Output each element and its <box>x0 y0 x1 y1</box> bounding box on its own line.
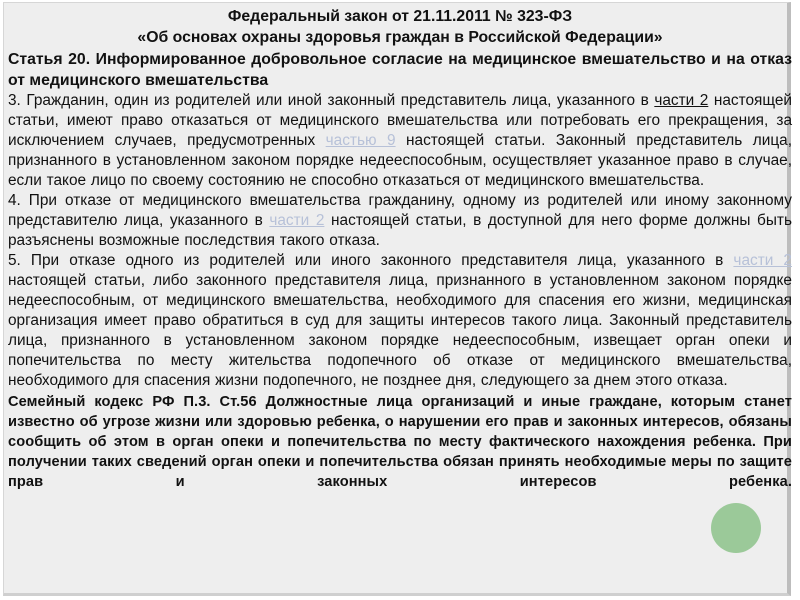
link-part-2[interactable]: части 2 <box>733 252 792 269</box>
paragraph-5-text-a: 5. При отказе одного из родителей или иного законного представителя лица, указанного в <box>8 252 734 269</box>
law-subtitle: «Об основах охраны здоровья граждан в Российской Федерации» <box>137 29 663 46</box>
law-title: Федеральный закон от 21.11.2011 № 323-ФЗ <box>227 8 573 25</box>
family-code-paragraph: Семейный кодекс РФ П.3. Ст.56 Должностные лица организаций и иные граждане, которым станет известно об угрозе жизни или здоровью ребенка, о нарушении его прав и законных интересов, обязаны сообщить об этом в орган опеки и попечительства по месту фактического нахождения ребенка. При получении таких сведений орган опеки и попечительства обязан принять необходимые меры по защите прав и законных интересов ребенка. <box>8 394 792 490</box>
link-part-9[interactable]: частью 9 <box>325 132 396 149</box>
paragraph-3-text-c: настоящей статьи. Законный представитель лица, признанного в установленном законом порядке недееспособным, осуществляет указанное право в случае, если такое лицо по своему состоянию не способно отказаться от медицинского вмешательства. <box>8 132 792 189</box>
paragraph-5 <box>8 251 792 391</box>
paragraph-3-text-a: 3. Гражданин, один из родителей или иной законный представитель лица, указанного в <box>8 92 655 109</box>
paragraph-3 <box>8 91 792 191</box>
link-part-2[interactable]: части 2 <box>654 92 709 109</box>
paragraph-4-text-a: 4. При отказе от медицинского вмешательства гражданину, одному из родителей или иному законному представителю лица, указанного в <box>8 192 792 229</box>
paragraph-4-text-b: настоящей статьи, в доступной для него форме должны быть разъяснены возможные последствия такого отказа. <box>8 212 792 249</box>
link-part-2[interactable]: части 2 <box>269 212 325 229</box>
article-heading: Статья 20. Информированное добровольное согласие на медицинское вмешательство и на отказ от медицинского вмешательства <box>8 51 792 89</box>
paragraph-5-text-b: настоящей статьи, либо законного представителя лица, признанного в установленном законом порядке недееспособным, от медицинского вмешательства, необходимого для спасения его жизни, медицинская организация имеет право обратиться в суд для защиты интересов такого лица. Законный представитель лица, признанного в установленном законом порядке недееспособным, извещает орган опеки и попечительства по месту жительства подопечного об отказе от медицинского вмешательства, необходимого для спасения жизни подопечного, не позднее дня, следующего за днем этого отказа. <box>8 272 792 389</box>
next-slide-button[interactable] <box>711 503 761 553</box>
paragraph-4 <box>8 191 792 251</box>
slide-content <box>8 6 792 492</box>
paragraph-3-text-b: настоящей статьи, имеют право отказаться от медицинского вмешательства или потребовать его прекращения, за исключением случаев, предусмотренных <box>8 92 792 149</box>
